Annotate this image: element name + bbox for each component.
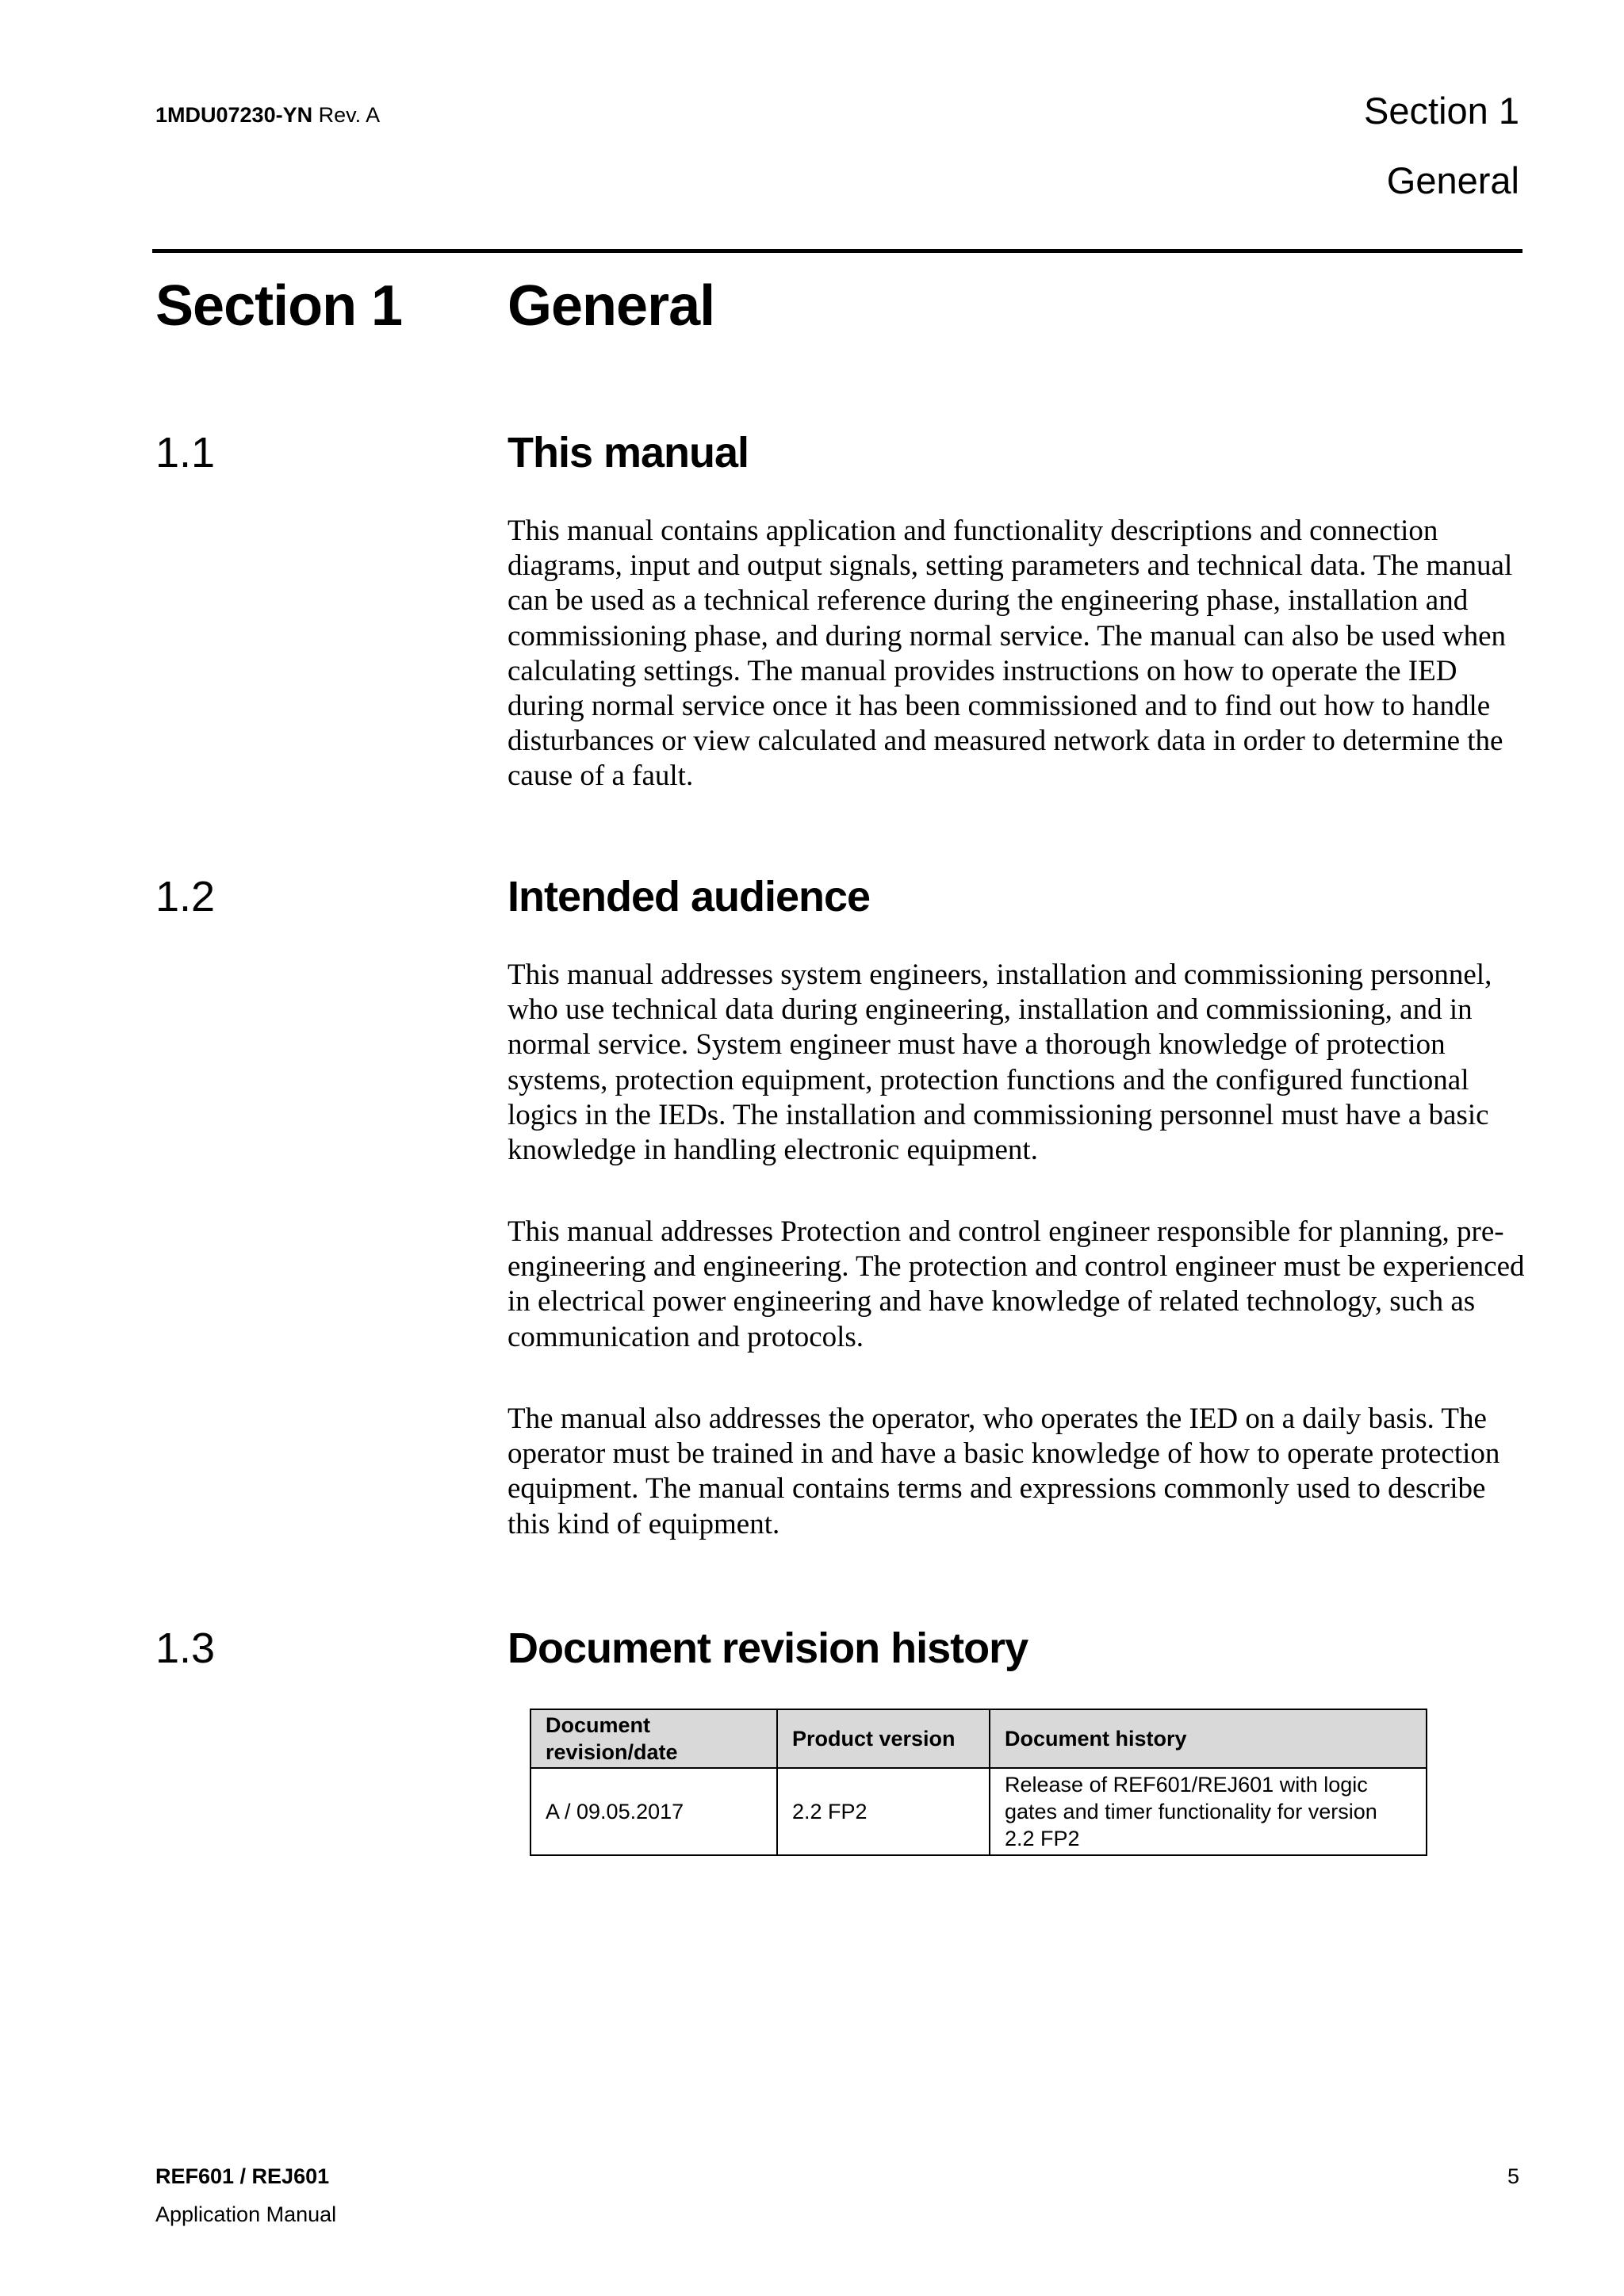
header-divider bbox=[152, 249, 1522, 253]
paragraph-this-manual: This manual contains application and functionality descriptions and connection diagrams, input and output signals, setting parameters and technical data. The manual can be used as a technical reference during the engineering phase, installation and commissioning phase, and during normal service. The manual can also be used when calculating settings. The manual provides instructions on how to operate the IED during normal service once it has been commissioned and to find out how to handle disturbances or view calculated and measured network data in order to determine the cause of a fault. bbox=[508, 515, 1513, 793]
subsection-title-this-manual: This manual bbox=[508, 429, 749, 476]
cell-product-version: 2.2 FP2 bbox=[777, 1768, 990, 1855]
page-number: 5 bbox=[1507, 2164, 1519, 2188]
header-section-title: General bbox=[1386, 159, 1519, 201]
revision-history-table bbox=[530, 1709, 1427, 1856]
footer-manual-type: Application Manual bbox=[155, 2202, 337, 2226]
document-revision: Rev. A bbox=[318, 103, 381, 127]
column-header-document-history: Document history bbox=[990, 1709, 1427, 1768]
cell-document-history: Release of REF601/REJ601 with logic gates and timer functionality for version 2.2 FP2 bbox=[990, 1768, 1427, 1855]
header-section-label: Section 1 bbox=[1364, 90, 1519, 132]
document-id bbox=[155, 103, 380, 128]
cell-revision-date: A / 09.05.2017 bbox=[530, 1768, 777, 1855]
column-header-revision-date: Document revision/date bbox=[530, 1709, 777, 1768]
column-header-product-version: Product version bbox=[777, 1709, 990, 1768]
subsection-number-1-3: 1.3 bbox=[155, 1624, 216, 1672]
table-header-row bbox=[530, 1709, 1427, 1768]
paragraph-audience-system-engineers: This manual addresses system engineers, installation and commissioning personnel, who use technical data during engineering, installation and commissioning, and in normal service. System engineer must have a thorough knowledge of protection systems, protection equipment, protection functions and the configured functional logics in the IEDs. The installation and commissioning personnel must have a basic knowledge in handling electronic equipment. bbox=[508, 959, 1492, 1167]
section-title: General bbox=[508, 274, 715, 338]
subsection-number-1-2: 1.2 bbox=[155, 873, 216, 920]
subsection-title-intended-audience: Intended audience bbox=[508, 873, 871, 920]
document-number: 1MDU07230-YN bbox=[155, 103, 313, 127]
section-number: Section 1 bbox=[155, 274, 403, 338]
paragraph-audience-operator: The manual also addresses the operator, who operates the IED on a daily basis. The operator must be trained in and have a basic knowledge of how to operate protection equipment. The manual contains terms and expressions commonly used to describe this kind of equipment. bbox=[508, 1402, 1500, 1540]
subsection-number-1-1: 1.1 bbox=[155, 429, 216, 476]
paragraph-audience-protection-engineer: This manual addresses Protection and control engineer responsible for planning, pre-engineering and engineering. The protection and control engineer must be experienced in electrical power engineering and have knowledge of related technology, such as communication and protocols. bbox=[508, 1215, 1525, 1353]
subsection-title-revision-history: Document revision history bbox=[508, 1624, 1028, 1672]
footer-product-name: REF601 / REJ601 bbox=[155, 2164, 330, 2188]
table-row bbox=[530, 1768, 1427, 1855]
